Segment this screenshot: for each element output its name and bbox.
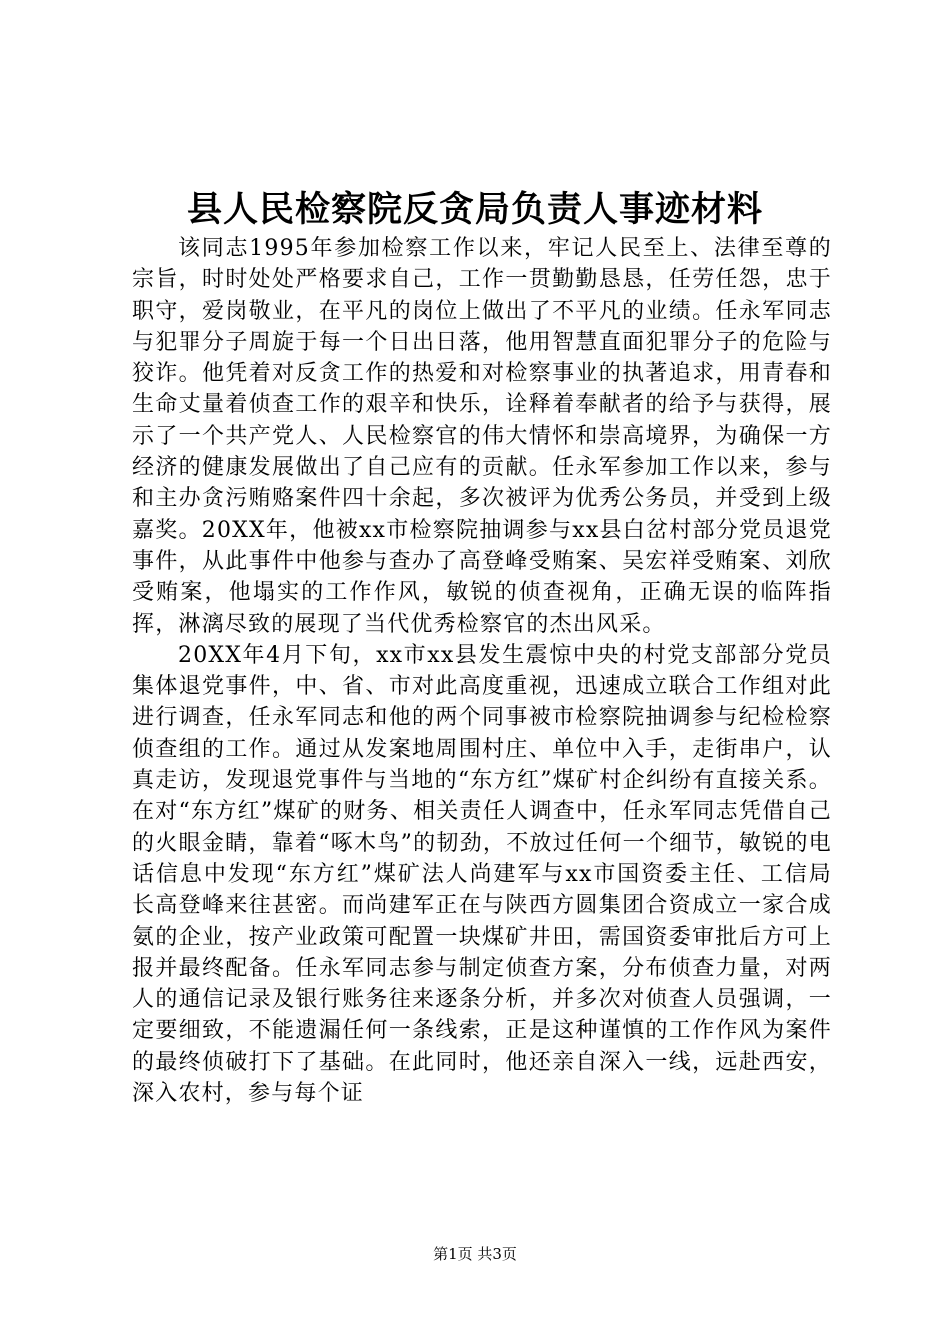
document-body xyxy=(132,233,832,1109)
page-number-footer: 第1页 共3页 xyxy=(433,1245,517,1263)
paragraph-1: 该同志1995年参加检察工作以来，牢记人民至上、法律至尊的宗旨，时时处处严格要求自己，工作一贯勤勤恳恳，任劳任怨，忠于职守，爱岗敬业，在平凡的岗位上做出了不平凡的业绩。任永军同志与犯罪分子周旋于每一个日出日落，他用智慧直面犯罪分子的危险与狡诈。他凭着对反贪工作的热爱和对检察事业的执著追求，用青春和生命丈量着侦查工作的艰辛和快乐，诠释着奉献者的给予与获得，展示了一个共产党人、人民检察官的伟大情怀和崇高境界，为确保一方经济的健康发展做出了自己应有的贡献。任永军参加工作以来，参与和主办贪污贿赂案件四十余起，多次被评为优秀公务员，并受到上级嘉奖。20XX年，他被xx市检察院抽调参与xx县白岔村部分党员退党事件，从此事件中他参与查办了高登峰受贿案、吴宏祥受贿案、刘欣受贿案，他塌实的工作作风，敏锐的侦查视角，正确无误的临阵指挥，淋漓尽致的展现了当代优秀检察官的杰出风采。 xyxy=(132,236,832,637)
paragraph-2: 20XX年4月下旬，xx市xx县发生震惊中央的村党支部部分党员集体退党事件，中、省、市对此高度重视，迅速成立联合工作组对此进行调查，任永军同志和他的两个同事被市检察院抽调参与纪检检察侦查组的工作。通过从发案地周围村庄、单位中入手，走街串户，认真走访，发现退党事件与当地的“东方红”煤矿村企纠纷有直接关系。在对“东方红”煤矿的财务、相关责任人调查中，任永军同志凭借自己的火眼金睛，靠着“啄木鸟”的韧劲，不放过任何一个细节，敏锐的电话信息中发现“东方红”煤矿法人尚建军与xx市国资委主任、工信局长高登峰来往甚密。而尚建军正在与陕西方圆集团合资成立一家合成氨的企业，按产业政策可配置一块煤矿井田，需国资委审批后方可上报并最终配备。任永军同志参与制定侦查方案，分布侦查力量，对两人的通信记录及银行账务往来逐条分析，并多次对侦查人员强调，一定要细致，不能遗漏任何一条线索，正是这种谨慎的工作作风为案件的最终侦破打下了基础。在此同时，他还亲自深入一线，远赴西安，深入农村，参与每个证 xyxy=(132,642,832,1107)
document-title: 县人民检察院反贪局负责人事迹材料 xyxy=(186,189,763,230)
